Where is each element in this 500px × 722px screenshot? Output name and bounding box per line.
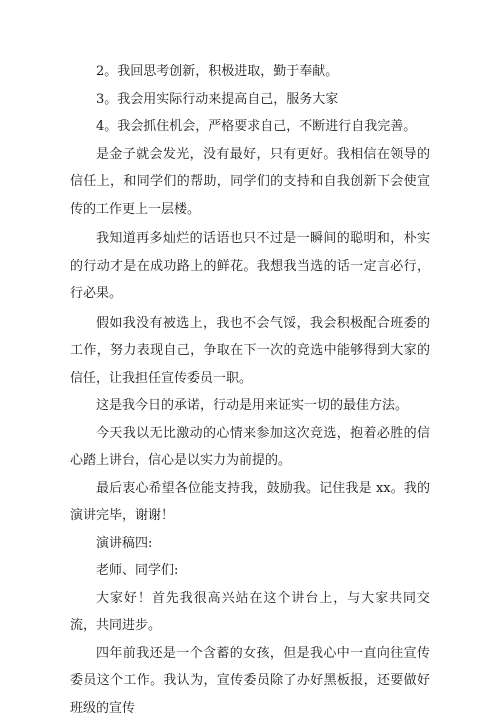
paragraph-gold-shines: 是金子就会发光，没有最好，只有更好。我相信在领导的信任上，和同学们的帮助，同学们的支持和自我创新下会使宣传的工作更上一层楼。 — [70, 141, 430, 224]
paragraph-four-years-ago: 四年前我还是一个含蓄的女孩，但是我心中一直向往宣传委员这个工作。我认为，宣传委员除了办好黑板报，还要做好班级的宣传 — [70, 640, 430, 722]
salutation: 老师、同学们: — [70, 557, 430, 585]
section-heading: 演讲稿四: — [70, 530, 430, 558]
paragraph-closing: 最后衷心希望各位能支持我，鼓励我。记住我是 xx。我的演讲完毕，谢谢！ — [70, 475, 430, 530]
paragraph-promise: 这是我今日的承诺，行动是用来证实一切的最佳方法。 — [70, 392, 430, 420]
paragraph-greeting: 大家好！首先我很高兴站在这个讲台上，与大家共同交流，共同进步。 — [70, 585, 430, 640]
list-item-3: 3。我会用实际行动来提高自己，服务大家 — [70, 86, 430, 114]
list-item-2: 2。我回思考创新，积极进取，勤于奉献。 — [70, 58, 430, 86]
list-item-4: 4。我会抓住机会，严格要求自己，不断进行自我完善。 — [70, 113, 430, 141]
paragraph-excited: 今天我以无比激动的心情来参加这次竞选，抱着必胜的信心踏上讲台，信心是以实力为前提的。 — [70, 420, 430, 475]
paragraph-action-words: 我知道再多灿烂的话语也只不过是一瞬间的聪明和，朴实的行动才是在成功路上的鲜花。我想我当选的话一定言必行，行必果。 — [70, 225, 430, 308]
paragraph-if-not-elected: 假如我没有被选上，我也不会气馁，我会积极配合班委的工作，努力表现自己，争取在下一次的竞选中能够得到大家的信任，让我担任宣传委员一职。 — [70, 310, 430, 393]
